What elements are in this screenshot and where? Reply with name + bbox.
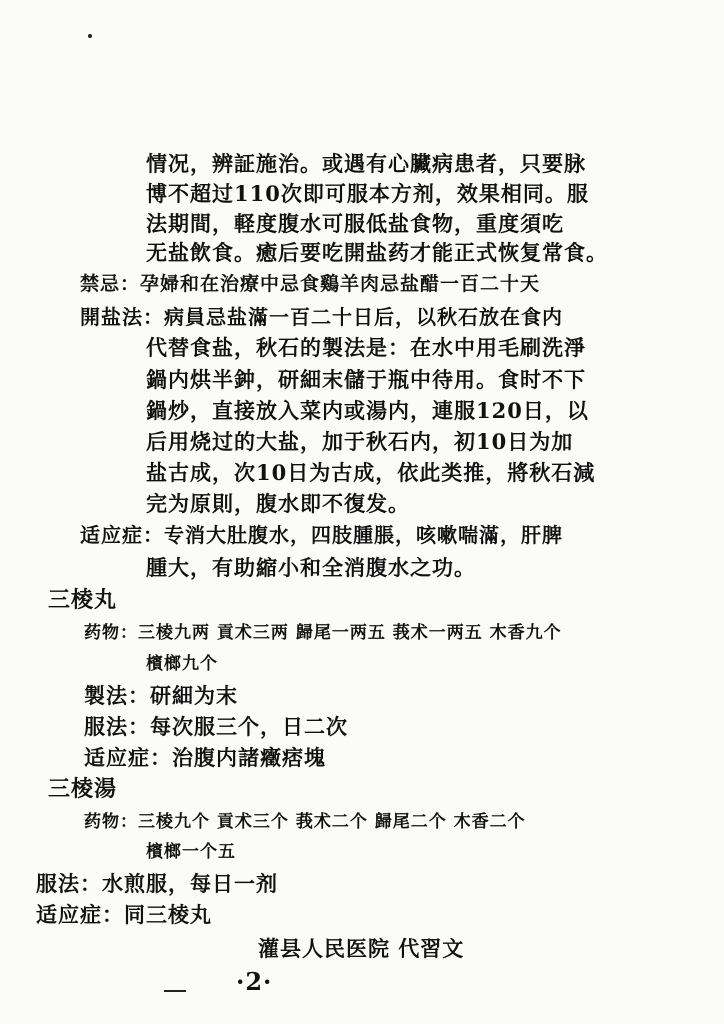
text-line-11: 盐古成，次10日为古成，依此类推，將秋石減 xyxy=(146,460,596,485)
text-line-8: 鍋内烘半鈡，研細末儲于瓶中待用。食时不下 xyxy=(146,367,586,392)
pill-indications: 适应症：治腹内諸癥痞塊 xyxy=(84,745,326,770)
page-number: ·2· xyxy=(236,967,273,996)
heading-sanleng-pill: 三棱丸 xyxy=(48,587,118,613)
text-line-14: 腫大，有助縮小和全消腹水之功。 xyxy=(146,555,476,580)
footer-dash xyxy=(164,990,186,992)
pill-dosage: 服法：每次服三个，日二次 xyxy=(84,714,348,739)
author-signature: 灌县人民医院 代習文 xyxy=(258,936,465,961)
pill-ingredients-cont: 檳榔九个 xyxy=(146,654,218,674)
text-line-3: 法期間，軽度腹水可服低盐食物，重度須吃 xyxy=(146,211,564,236)
text-line-1: 情况，辨証施治。或遇有心臟病患者，只要脉 xyxy=(146,151,586,176)
pill-ingredients: 药物：三棱九两 貢术三两 歸尾一两五 莪术一两五 木香九个 xyxy=(84,623,562,643)
decoction-ingredients: 药物：三棱九个 貢术三个 莪术二个 歸尾二个 木香二个 xyxy=(84,812,526,832)
text-line-9: 鍋炒，直接放入菜内或湯内，連服120日，以 xyxy=(146,398,589,423)
ink-dot xyxy=(88,34,92,38)
decoction-indications: 适应症：同三棱丸 xyxy=(36,902,212,927)
pill-preparation: 製法：研細为末 xyxy=(84,683,238,708)
section-salt-method: 開盐法：病員忌盐滿一百二十日后，以秋石放在食内 xyxy=(80,305,563,329)
section-contraindications: 禁忌：孕婦和在治療中忌食鷄羊肉忌盐醋一百二十天 xyxy=(80,273,541,295)
decoction-dosage: 服法：水煎服，每日一剂 xyxy=(36,871,278,896)
section-indications: 适应症：专消大肚腹水，四肢腫脹，咳嗽喘滿，肝脾 xyxy=(80,523,563,547)
text-line-2: 博不超过110次即可服本方剂，效果相同。服 xyxy=(146,181,589,206)
heading-sanleng-decoction: 三棱湯 xyxy=(48,776,118,802)
text-line-12: 完为原則，腹水即不復发。 xyxy=(146,491,410,516)
text-line-7: 代替食盐，秋石的製法是：在水中用毛刷洗淨 xyxy=(146,335,586,360)
text-line-10: 后用烧过的大盐，加于秋石内，初10日为加 xyxy=(146,429,574,454)
decoction-ingredients-cont: 檳榔一个五 xyxy=(146,842,236,862)
text-line-4: 无盐飲食。癒后要吃開盐药才能正式恢复常食。 xyxy=(146,240,608,265)
